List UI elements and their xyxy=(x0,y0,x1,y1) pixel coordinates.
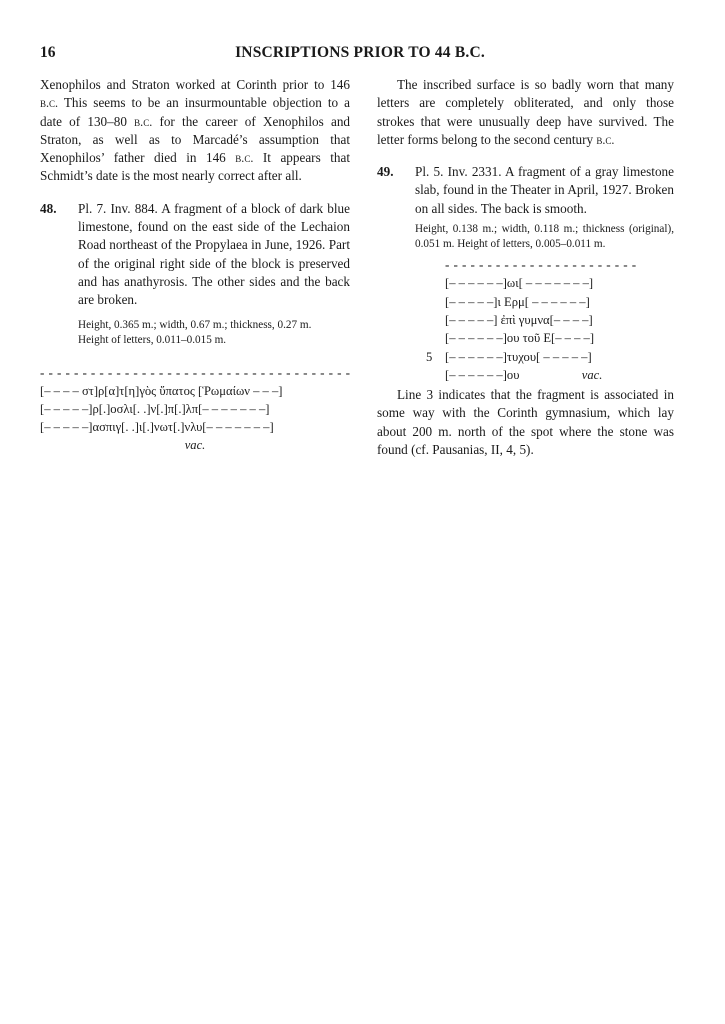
inscription-48-vac: vac. xyxy=(184,437,206,452)
inscription-49-dash-row: - - - - - - - - - - - - - - - - - - - - - - - xyxy=(445,257,637,273)
inscription-49-line-2: [– – – – –]ι Ερμ[ – – – – – –] xyxy=(445,294,590,309)
page-header xyxy=(40,44,680,64)
entry-49-description: Pl. 5. Inv. 2331. A fragment of a gray limestone slab, found in the Theater in April, 1927. Broken on all sides. The back is smooth. xyxy=(415,164,674,216)
inscription-49-line-6-row xyxy=(445,366,674,384)
inscription-49-line-1: [– – – – – –]ωι[ – – – – – – –] xyxy=(445,276,594,291)
inscription-48-line-3: [– – – – –]ασπιγ[. .]ι[.]νωτ[.]νλυ[– – – – – – –] xyxy=(40,419,274,434)
inscription-48-dash-row: - - - - - - - - - - - - - - - - - - - - - - - - - - - - - - - - - - - - - xyxy=(40,364,350,380)
page-number: 16 xyxy=(40,44,56,61)
entry-49-measurements: Height, 0.138 m.; width, 0.118 m.; thickness (original), 0.051 m. Height of letters, 0.005–0.011 m. xyxy=(415,223,674,251)
entry-48 xyxy=(40,200,350,310)
inscription-48-line-2: [– – – – –]ρ[.]οσλι[. .]ν[.]π[.]λπ[– – – – – – –] xyxy=(40,401,270,416)
intro-paragraph-right: The inscribed surface is so badly worn that many letters are completely obliterated, and only those strokes that were unusually deep have survived. The letter forms belong to the second century b.c. xyxy=(377,77,674,147)
inscription-48-line-1: [– – – – στ]ρ[α]τ[η]γὸς ὕπατος [Ῥωμαίων – – –] xyxy=(40,383,283,398)
line-number-5: 5 xyxy=(426,349,433,364)
left-column xyxy=(40,76,350,454)
inscription-49-line-3: [– – – – –] ἐπὶ γυμνα[– – – –] xyxy=(445,312,593,327)
entry-49 xyxy=(377,163,674,218)
entry-48-measurements: Height, 0.365 m.; width, 0.67 m.; thickness, 0.27 m. Height of letters, 0.011–0.015 m. xyxy=(78,318,312,346)
intro-paragraph-left: Xenophilos and Straton worked at Corinth prior to 146 b.c. This seems to be an insurmountable objection to a date of 130–80 b.c. for the career of Xenophilos and Straton, as well as to Marcadé’s assumption that Xenophilos’ father died in 146 b.c. It appears that Schmidt’s date is the most nearly correct after all. xyxy=(40,77,351,184)
inscription-49-line-6: [– – – – – –]ου xyxy=(445,367,520,382)
inscription-49-line-5: [– – – – – –]τυχου[ – – – – –] xyxy=(445,349,592,364)
entry-48-description: Pl. 7. Inv. 884. A fragment of a block of dark blue limestone, found on the east side of the Lechaion Road northeast of the Propylaea in June, 1926. Part of the original right side of the block is preserved and has anathyrosis. The other sides and the back are broken. xyxy=(78,200,350,308)
entry-number-48: 48. xyxy=(40,200,57,216)
closing-paragraph-right: Line 3 indicates that the fragment is associated in some way with the Corinth gymnasium, which lay about 200 m. north of the spot where the stone was found (cf. Pausanias, II, 4, 5). xyxy=(377,387,674,458)
inscription-49-vac: vac. xyxy=(581,367,603,382)
inscription-49-line-5-row xyxy=(426,348,674,366)
inscription-49 xyxy=(426,256,674,384)
right-column xyxy=(377,76,674,459)
running-head: INSCRIPTIONS PRIOR TO 44 B.C. xyxy=(235,44,485,61)
inscription-49-line-4: [– – – – – –]ου τοῦ Ε[– – – –] xyxy=(445,331,595,346)
entry-number-49: 49. xyxy=(377,164,394,180)
